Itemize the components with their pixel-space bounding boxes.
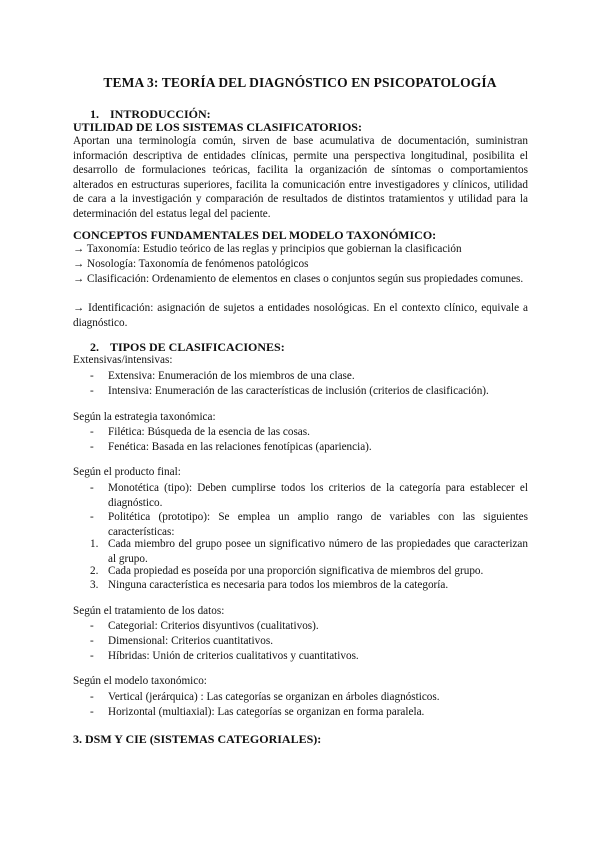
section-3-heading: 3. DSM Y CIE (SISTEMAS CATEGORIALES): xyxy=(73,732,322,746)
concepts-heading: CONCEPTOS FUNDAMENTALES DEL MODELO TAXONÓMICO: xyxy=(73,228,437,242)
group-label: Según el tratamiento de los datos: xyxy=(73,605,225,617)
section-1-title: INTRODUCCIÓN: xyxy=(110,107,211,121)
list-item: - Extensiva: Enumeración de los miembros de una clase. xyxy=(90,370,355,382)
list-item: - Horizontal (multiaxial): Las categorías se organizan en forma paralela. xyxy=(90,706,425,718)
list-item: - Vertical (jerárquica) : Las categorías se organizan en árboles diagnósticos. xyxy=(90,691,440,703)
section-2-title: TIPOS DE CLASIFICACIONES: xyxy=(110,340,285,354)
page-title: TEMA 3: TEORÍA DEL DIAGNÓSTICO EN PSICOPATOLOGÍA xyxy=(103,75,497,90)
list-item: - Dimensional: Criterios cuantitativos. xyxy=(90,635,273,647)
concept-item: → Taxonomía: Estudio teórico de las reglas y principios que gobiernan la clasificación xyxy=(73,243,462,255)
section-1-subheading: UTILIDAD DE LOS SISTEMAS CLASIFICATORIOS: xyxy=(73,120,362,134)
list-item: - Monotética (tipo): Deben cumplirse todos los criterios de la categoría para establecer el diagnóstico. xyxy=(90,482,528,509)
section-2-number: 2. xyxy=(90,340,99,354)
numbered-item: 2. Cada propiedad es poseída por una proporción significativa de miembros del grupo. xyxy=(90,565,484,577)
section-2-heading xyxy=(90,340,285,355)
list-item: - Politética (prototipo): Se emplea un amplio rango de variables con las siguientes características: xyxy=(90,511,528,538)
list-item: - Fenética: Basada en las relaciones fenotípicas (apariencia). xyxy=(90,441,372,453)
list-item: - Categorial: Criterios disyuntivos (cualitativos). xyxy=(90,620,319,632)
concept-item: → Identificación: asignación de sujetos a entidades nosológicas. En el contexto clínico, equivale a diagnóstico. xyxy=(73,302,528,329)
group-label: Según la estrategia taxonómica: xyxy=(73,411,216,423)
concept-item: → Clasificación: Ordenamiento de elementos en clases o conjuntos según sus propiedades comunes. xyxy=(73,273,524,285)
numbered-item: 1. Cada miembro del grupo posee un significativo número de las propiedades que caracterizan al grupo. xyxy=(90,538,528,565)
group-label: Según el producto final: xyxy=(73,466,181,478)
list-item: - Híbridas: Unión de criterios cualitativos y cuantitativos. xyxy=(90,650,359,662)
section-1-number: 1. xyxy=(90,107,99,121)
group-label: Extensivas/intensivas: xyxy=(73,354,173,366)
numbered-item: 3. Ninguna característica es necesaria para todos los miembros de la categoría. xyxy=(90,579,449,591)
section-1-paragraph: Aportan una terminología común, sirven de base acumulativa de documentación, suministran información descriptiva de entidades clínicas, permite una perspectiva longitudinal, posibilita el desarrollo de formulaciones teóricas, facilita la organización de síntomas o comportamientos alterados en estructuras superiores, facilita la comunicación entre investigadores y clínicos, utilidad de cara a la investigación y comparación de resultados de distintos tratamientos y utilidad para la determinación del estatus legal del paciente. xyxy=(73,135,528,220)
group-label: Según el modelo taxonómico: xyxy=(73,675,207,687)
list-item: - Intensiva: Enumeración de las características de inclusión (criterios de clasificación). xyxy=(90,385,489,397)
list-item: - Filética: Búsqueda de la esencia de las cosas. xyxy=(90,426,310,438)
concept-item: → Nosología: Taxonomía de fenómenos patológicos xyxy=(73,258,309,270)
